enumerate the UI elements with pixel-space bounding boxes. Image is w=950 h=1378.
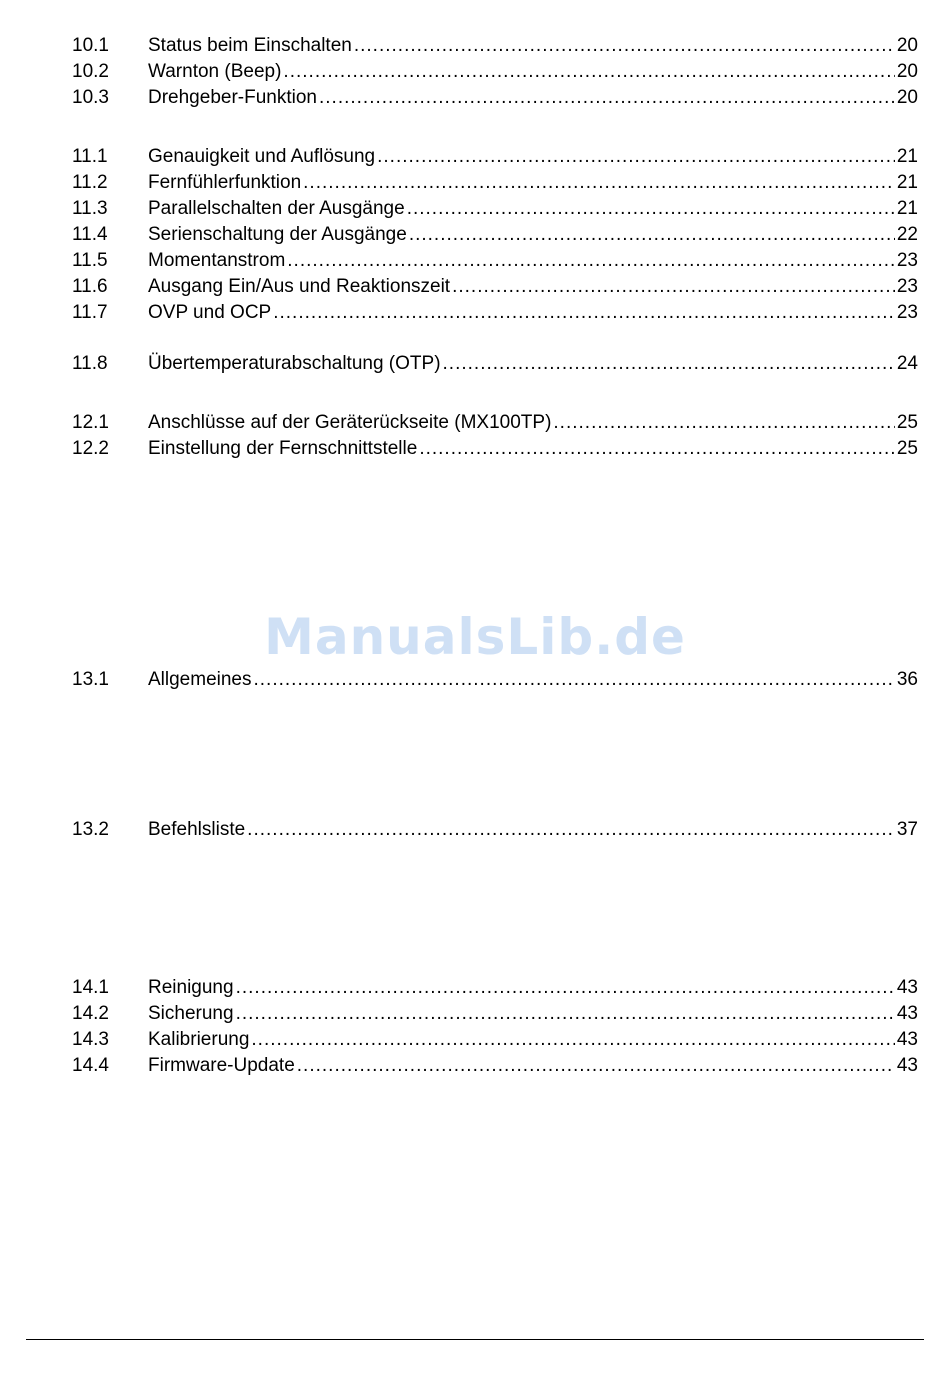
toc-page-number: 20 — [896, 87, 918, 108]
toc-entry-14-2[interactable] — [72, 1002, 918, 1026]
toc-leader-dots — [443, 352, 895, 376]
toc-title: Status beim Einschalten — [148, 35, 352, 56]
toc-page-number: 25 — [896, 412, 918, 433]
toc-title: Drehgeber-Funktion — [148, 87, 317, 108]
toc-entry-11-4[interactable] — [72, 223, 918, 247]
toc-leader-dots — [254, 668, 895, 692]
toc-leader-dots — [236, 1002, 895, 1026]
toc-entry-11-7[interactable] — [72, 301, 918, 325]
toc-number: 14.3 — [72, 1029, 109, 1050]
toc-page-number: 21 — [896, 198, 918, 219]
toc-page-number: 43 — [896, 977, 918, 998]
toc-leader-dots — [251, 1028, 894, 1052]
toc-entry-10-3[interactable] — [72, 86, 918, 110]
toc-number: 14.2 — [72, 1003, 109, 1024]
toc-leader-dots — [297, 1054, 895, 1078]
toc-page-number: 21 — [896, 172, 918, 193]
toc-leader-dots — [303, 171, 895, 195]
toc-leader-dots — [287, 249, 895, 273]
toc-entry-14-1[interactable] — [72, 976, 918, 1000]
toc-title: Kalibrierung — [148, 1029, 250, 1050]
toc-page-number: 23 — [896, 302, 918, 323]
toc-leader-dots — [354, 34, 895, 58]
toc-leader-dots — [452, 275, 895, 299]
toc-page-number: 21 — [896, 146, 918, 167]
toc-page-number: 43 — [896, 1003, 918, 1024]
toc-title: Momentanstrom — [148, 250, 286, 271]
toc-page-number: 36 — [896, 669, 918, 690]
toc-leader-dots — [553, 411, 894, 435]
toc-number: 11.5 — [72, 250, 108, 271]
toc-entry-11-6[interactable] — [72, 275, 918, 299]
toc-number: 13.1 — [72, 669, 109, 690]
toc-title: Sicherung — [148, 1003, 234, 1024]
toc-title: Allgemeines — [148, 669, 252, 690]
toc-page-number: 20 — [896, 61, 918, 82]
toc-number: 11.3 — [72, 198, 108, 219]
toc-page-number: 23 — [896, 250, 918, 271]
toc-leader-dots — [283, 60, 894, 84]
toc-entry-11-8[interactable] — [72, 352, 918, 376]
toc-entry-11-1[interactable] — [72, 145, 918, 169]
toc-number: 11.7 — [72, 302, 108, 323]
toc-entry-10-1[interactable] — [72, 34, 918, 58]
toc-number: 10.1 — [72, 35, 109, 56]
toc-page-number: 43 — [896, 1055, 918, 1076]
toc-leader-dots — [319, 86, 895, 110]
toc-page-number: 25 — [896, 438, 918, 459]
toc-title: Reinigung — [148, 977, 234, 998]
toc-number: 11.2 — [72, 172, 108, 193]
toc-entry-11-3[interactable] — [72, 197, 918, 221]
toc-number: 12.1 — [72, 412, 109, 433]
toc-entry-11-2[interactable] — [72, 171, 918, 195]
toc-number: 11.6 — [72, 276, 108, 297]
toc-leader-dots — [407, 197, 895, 221]
toc-title: Warnton (Beep) — [148, 61, 282, 82]
toc-title: Fernfühlerfunktion — [148, 172, 302, 193]
toc-title: Serienschaltung der Ausgänge — [148, 224, 407, 245]
toc-leader-dots — [419, 437, 895, 461]
toc-number: 11.4 — [72, 224, 108, 245]
toc-title: Parallelschalten der Ausgänge — [148, 198, 405, 219]
toc-page-number: 24 — [896, 353, 918, 374]
toc-entry-13-2[interactable] — [72, 818, 918, 842]
toc-entry-12-1[interactable] — [72, 411, 918, 435]
toc-title: Ausgang Ein/Aus und Reaktionszeit — [148, 276, 451, 297]
toc-entry-14-4[interactable] — [72, 1054, 918, 1078]
watermark-logo: ManualsLib.de — [264, 608, 686, 666]
toc-number: 12.2 — [72, 438, 109, 459]
toc-number: 10.3 — [72, 87, 109, 108]
toc-number: 14.4 — [72, 1055, 109, 1076]
toc-entry-12-2[interactable] — [72, 437, 918, 461]
toc-leader-dots — [409, 223, 895, 247]
toc-entry-10-2[interactable] — [72, 60, 918, 84]
toc-leader-dots — [273, 301, 895, 325]
toc-page-number: 37 — [896, 819, 918, 840]
toc-title: OVP und OCP — [148, 302, 272, 323]
toc-title: Einstellung der Fernschnittstelle — [148, 438, 418, 459]
toc-number: 14.1 — [72, 977, 109, 998]
toc-leader-dots — [247, 818, 895, 842]
toc-entry-11-5[interactable] — [72, 249, 918, 273]
toc-title: Genauigkeit und Auflösung — [148, 146, 376, 167]
toc-entry-13-1[interactable] — [72, 668, 918, 692]
toc-title: Anschlüsse auf der Geräterückseite (MX100TP) — [148, 412, 552, 433]
toc-leader-dots — [377, 145, 895, 169]
toc-page-number: 43 — [896, 1029, 918, 1050]
toc-page-number: 23 — [896, 276, 918, 297]
toc-number: 13.2 — [72, 819, 109, 840]
toc-title: Übertemperaturabschaltung (OTP) — [148, 353, 441, 374]
toc-page-number: 22 — [896, 224, 918, 245]
toc-leader-dots — [236, 976, 895, 1000]
toc-title: Befehlsliste — [148, 819, 246, 840]
toc-entry-14-3[interactable] — [72, 1028, 918, 1052]
footer-divider — [26, 1339, 924, 1340]
toc-page-number: 20 — [896, 35, 918, 56]
toc-number: 10.2 — [72, 61, 109, 82]
toc-number: 11.8 — [72, 353, 108, 374]
toc-number: 11.1 — [72, 146, 108, 167]
toc-title: Firmware-Update — [148, 1055, 295, 1076]
